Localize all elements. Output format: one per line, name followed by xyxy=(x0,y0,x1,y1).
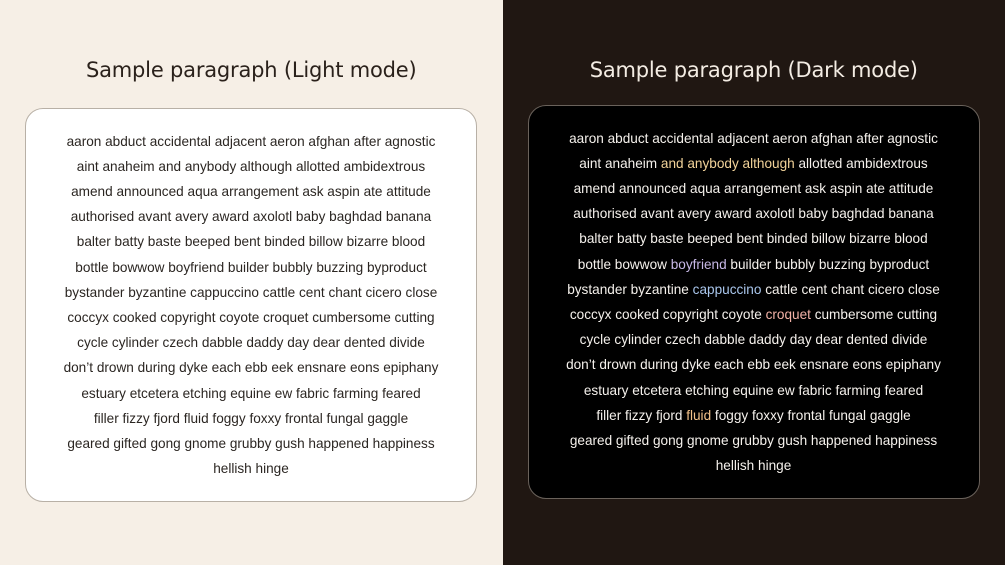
paragraph-line: cattle cent chant cicero close xyxy=(761,281,940,297)
paragraph-line: hellish hinge xyxy=(213,461,289,477)
highlighted-word: fluid xyxy=(686,407,712,423)
dark-mode-paragraph xyxy=(566,126,941,479)
paragraph-line: bystander byzantine cappuccino cattle cent chant cicero close xyxy=(64,284,438,300)
paragraph-line: allotted ambidextrous xyxy=(794,155,928,171)
paragraph-line: amend announced aqua arrangement ask aspin ate attitude xyxy=(71,183,431,199)
paragraph-line: geared gifted gong gnome grubby gush happened happiness xyxy=(569,433,938,449)
paragraph-line: cycle cylinder czech dabble daddy day dear dented divide xyxy=(77,335,425,351)
paragraph-line: amend announced aqua arrangement ask aspin ate attitude xyxy=(573,180,934,196)
paragraph-line: bottle bowwow xyxy=(577,256,671,272)
paragraph-line: bystander byzantine xyxy=(567,281,693,297)
paragraph-line: builder bubbly buzzing byproduct xyxy=(726,256,930,272)
paragraph-line: don’t drown during dyke each ebb eek ensnare eons epiphany xyxy=(63,360,439,376)
light-mode-card xyxy=(25,108,477,502)
paragraph-line: balter batty baste beeped bent binded billow bizarre blood xyxy=(579,231,928,247)
light-mode-heading: Sample paragraph (Light mode) xyxy=(86,58,417,82)
highlighted-word: cappuccino xyxy=(692,281,762,297)
paragraph-line: geared gifted gong gnome grubby gush happened happiness xyxy=(67,436,435,452)
paragraph-line: filler fizzy fjord fluid foggy foxxy frontal fungal gaggle xyxy=(93,410,409,426)
paragraph-line: hellish hinge xyxy=(715,458,792,474)
paragraph-line: filler fizzy fjord xyxy=(596,407,687,423)
dark-mode-panel xyxy=(503,0,1005,565)
paragraph-line: coccyx cooked copyright coyote xyxy=(569,307,766,322)
paragraph-line: estuary etcetera etching equine ew fabric farming feared xyxy=(583,382,924,398)
paragraph-line: cycle cylinder czech dabble daddy day dear dented divide xyxy=(579,332,928,348)
paragraph-line: foggy foxxy frontal fungal gaggle xyxy=(711,407,911,423)
dark-mode-card xyxy=(528,105,980,499)
paragraph-line: cumbersome cutting xyxy=(810,307,938,322)
paragraph-line: authorised avant avery award axolotl baby baghdad banana xyxy=(573,206,934,222)
highlighted-word: boyfriend xyxy=(670,256,727,272)
paragraph-line: aint anaheim xyxy=(579,155,661,171)
paragraph-line: estuary etcetera etching equine ew fabric farming feared xyxy=(81,385,421,401)
paragraph-line: authorised avant avery award axolotl baby baghdad banana xyxy=(70,209,432,225)
paragraph-line: aint anaheim and anybody although allotted ambidextrous xyxy=(76,158,426,174)
highlighted-phrase: and anybody although xyxy=(660,155,795,171)
paragraph-line: don’t drown during dyke each ebb eek ensnare eons epiphany xyxy=(566,357,941,373)
dark-mode-heading: Sample paragraph (Dark mode) xyxy=(589,58,918,82)
paragraph-line: bottle bowwow boyfriend builder bubbly buzzing byproduct xyxy=(75,259,427,275)
paragraph-line: balter batty baste beeped bent binded billow bizarre blood xyxy=(76,234,426,250)
paragraph-line: aaron abduct accidental adjacent aeron afghan after agnostic xyxy=(569,130,938,146)
highlighted-word: croquet xyxy=(765,307,811,322)
paragraph-line: coccyx cooked copyright coyote croquet cumbersome cutting xyxy=(67,310,435,325)
light-mode-paragraph xyxy=(64,129,439,482)
paragraph-line: aaron abduct accidental adjacent aeron afghan after agnostic xyxy=(66,133,436,149)
